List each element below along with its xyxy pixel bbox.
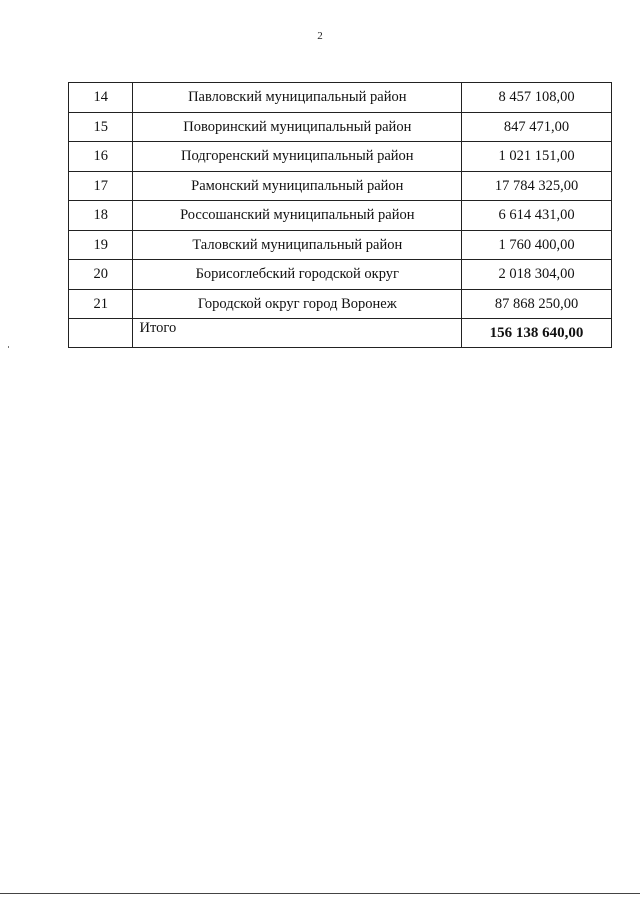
amount-cell: 1 021 151,00 (462, 142, 612, 172)
total-amount-cell: 156 138 640,00 (462, 319, 612, 348)
table-row (69, 171, 612, 201)
total-label-cell: Итого (133, 319, 462, 348)
district-name-cell: Городской округ город Воронеж (133, 289, 462, 319)
amount-cell: 1 760 400,00 (462, 230, 612, 260)
amount-cell: 2 018 304,00 (462, 260, 612, 290)
district-name-cell: Подгоренский муниципальный район (133, 142, 462, 172)
district-name-cell: Павловский муниципальный район (133, 83, 462, 113)
amount-cell: 87 868 250,00 (462, 289, 612, 319)
table-row (69, 230, 612, 260)
table-row (69, 260, 612, 290)
row-number-cell: 18 (69, 201, 133, 231)
row-number-cell: 17 (69, 171, 133, 201)
amount-cell: 17 784 325,00 (462, 171, 612, 201)
row-number-cell: 21 (69, 289, 133, 319)
row-number-cell: 19 (69, 230, 133, 260)
scan-speck (8, 346, 9, 348)
table-row (69, 142, 612, 172)
total-row (69, 319, 612, 348)
table-row (69, 289, 612, 319)
district-name-cell: Борисоглебский городской округ (133, 260, 462, 290)
row-number-cell: 14 (69, 83, 133, 113)
district-name-cell: Поворинский муниципальный район (133, 112, 462, 142)
table-row (69, 201, 612, 231)
row-number-cell: 15 (69, 112, 133, 142)
allocation-table (68, 82, 612, 348)
total-number-cell (69, 319, 133, 348)
row-number-cell: 20 (69, 260, 133, 290)
table-body (69, 83, 612, 348)
amount-cell: 847 471,00 (462, 112, 612, 142)
page-number: 2 (317, 30, 323, 42)
table-row (69, 83, 612, 113)
row-number-cell: 16 (69, 142, 133, 172)
district-name-cell: Россошанский муниципальный район (133, 201, 462, 231)
amount-cell: 8 457 108,00 (462, 83, 612, 113)
table-row (69, 112, 612, 142)
district-name-cell: Таловский муниципальный район (133, 230, 462, 260)
amount-cell: 6 614 431,00 (462, 201, 612, 231)
district-name-cell: Рамонский муниципальный район (133, 171, 462, 201)
bottom-edge-line (0, 893, 640, 894)
